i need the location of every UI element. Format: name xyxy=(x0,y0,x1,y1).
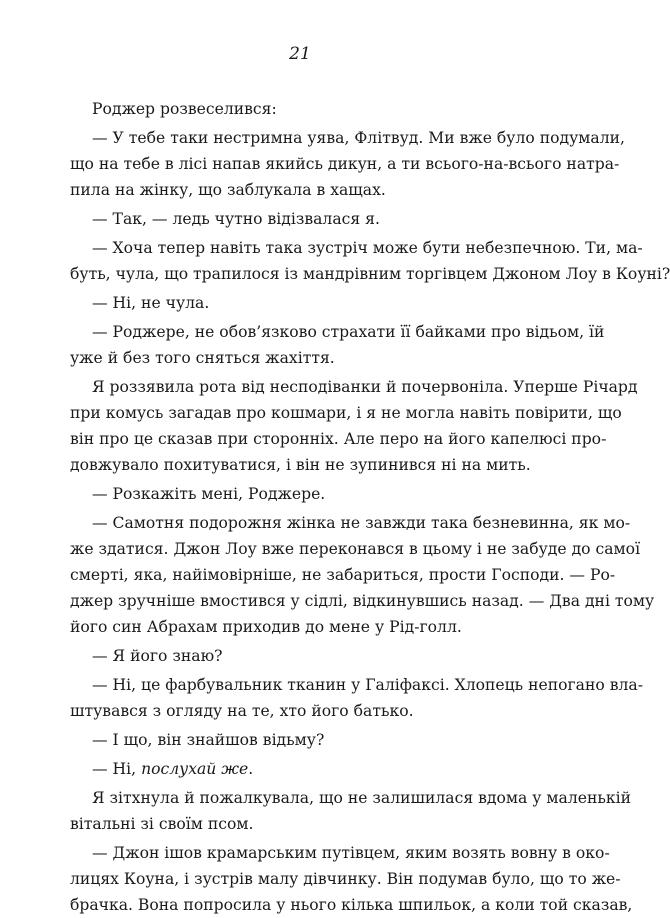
text-line: він про це сказав при сторонніх. Але перо на його капелюсі про- xyxy=(70,430,607,448)
italic-emphasis: послухай же xyxy=(141,760,249,778)
text-line: — Ні, це фарбувальник тканин у Галіфаксі. Хлопець непогано вла- xyxy=(92,676,643,694)
text-line: — І що, він знайшов відьму? xyxy=(92,731,325,749)
text-line: смерті, яка, найімовірніше, не забариться, прости Господи. — Ро- xyxy=(70,566,616,584)
page-number: 21 xyxy=(289,44,311,64)
text-line: — Самотня подорожня жінка не завжди така безневинна, як мо- xyxy=(92,514,631,532)
text-run: — Ні, xyxy=(92,760,142,778)
text-line: Я зітхнула й пожалкувала, що не залишилася вдома у маленькій xyxy=(92,789,631,807)
text-line: його син Абрахам приходив до мене у Рід-голл. xyxy=(70,618,462,636)
text-line: при комусь загадав про кошмари, і я не могла навіть повірити, що xyxy=(70,404,622,422)
text-line: штувався з огляду на те, хто його батько. xyxy=(70,702,414,720)
text-line: вітальні зі своїм псом. xyxy=(70,815,254,833)
text-line xyxy=(70,756,530,782)
text-line: уже й без того сняться жахіття. xyxy=(70,349,335,367)
text-line: пила на жінку, що заблукала в хащах. xyxy=(70,181,386,199)
text-line: — Ні, не чула. xyxy=(92,294,210,312)
text-line: довжувало похитуватися, і він не зупинився ні на мить. xyxy=(70,456,531,474)
text-run: . xyxy=(248,760,254,778)
text-line: — Так, — ледь чутно відізвалася я. xyxy=(92,210,380,228)
body-text xyxy=(70,96,670,918)
text-line: — Роджере, не обов’язково страхати її байками про відьом, їй xyxy=(92,323,605,341)
text-line: — Хоча тепер навіть така зустріч може бути небезпечною. Ти, ма- xyxy=(92,239,643,257)
text-line: що на тебе в лісі напав якийсь дикун, а ти всього-на-всього натра- xyxy=(70,155,620,173)
text-line: — У тебе таки нестримна уява, Флітвуд. Ми вже було подумали, xyxy=(92,129,625,147)
text-line: Я роззявила рота від несподіванки й почервоніла. Уперше Річард xyxy=(92,378,638,396)
text-line: — Розкажіть мені, Роджере. xyxy=(92,485,326,503)
text-line: буть, чула, що трапилося із мандрівним торгівцем Джоном Лоу в Коуні? xyxy=(70,265,670,283)
text-line: — Джон ішов крамарським путівцем, яким возять вовну в око- xyxy=(92,844,610,862)
text-line: Роджер розвеселився: xyxy=(92,100,277,118)
text-line: — Я його знаю? xyxy=(92,647,223,665)
text-line: брачка. Вона попросила у нього кілька шпильок, а коли той сказав, xyxy=(70,896,633,914)
text-line: джер зручніше вмостився у сідлі, відкинувшись назад. — Два дні тому xyxy=(70,592,655,610)
text-line: же здатися. Джон Лоу вже переконався в цьому і не забуде до самої xyxy=(70,540,641,558)
text-line: лицях Коуна, і зустрів малу дівчинку. Він подумав було, що то же- xyxy=(70,870,621,888)
